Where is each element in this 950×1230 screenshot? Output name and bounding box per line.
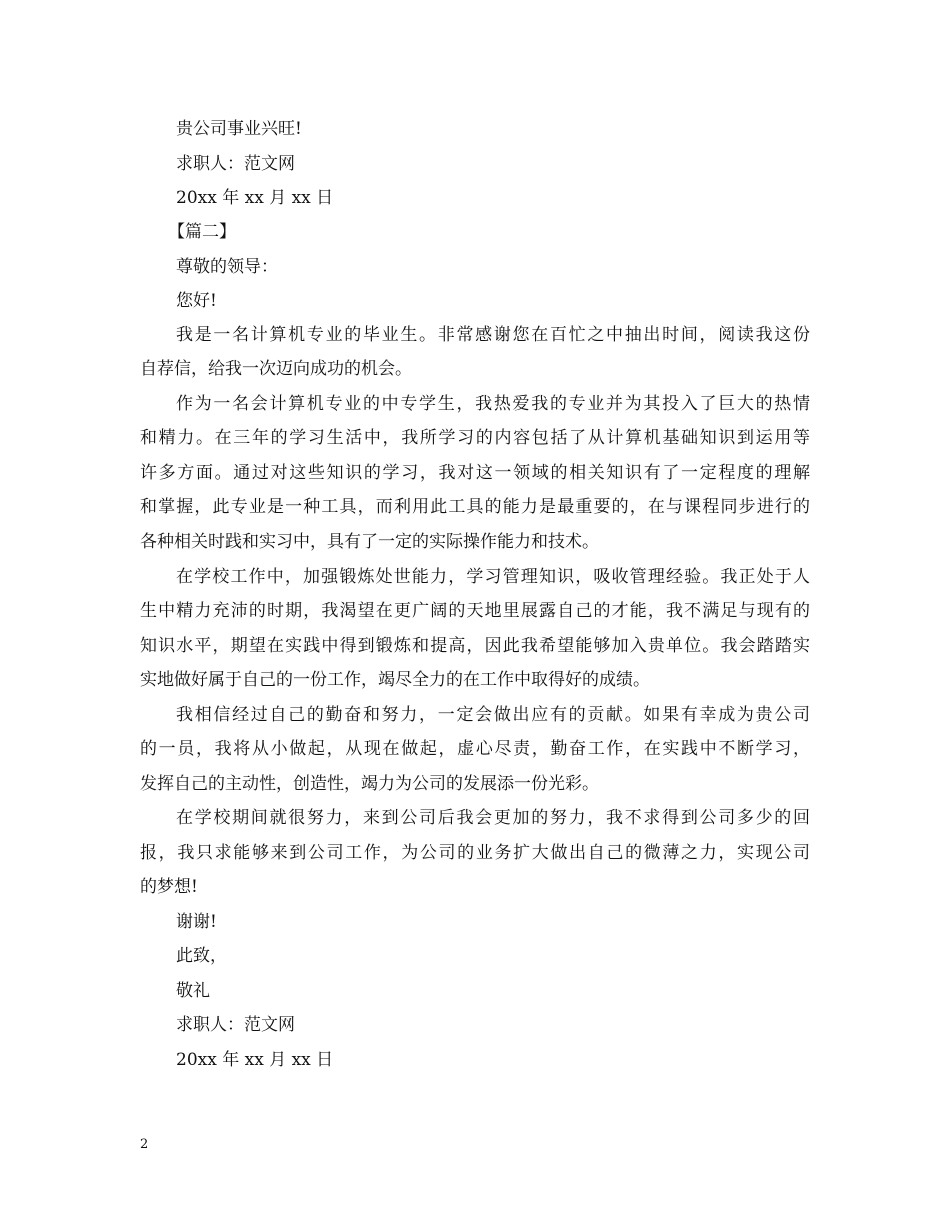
closing-line: 此致，	[176, 946, 227, 966]
text-line: 20xx 年 xx 月 xx 日	[176, 188, 334, 208]
paragraph-line: 自荐信，给我一次迈向成功的机会。	[140, 359, 412, 379]
greeting: 您好!	[176, 291, 217, 311]
section-heading: 【篇二】	[168, 222, 236, 242]
paragraph-line: 生中精力充沛的时期，我渴望在更广阔的天地里展露自己的才能，我不满足与现有的	[140, 601, 810, 621]
closing-line: 敬礼	[176, 981, 210, 1001]
salutation: 尊敬的领导：	[176, 257, 278, 277]
paragraph-line: 在学校期间就很努力，来到公司后我会更加的努力，我不求得到公司多少的回	[176, 808, 810, 828]
paragraph-line: 发挥自己的主动性，创造性，竭力为公司的发展添一份光彩。	[140, 774, 599, 794]
paragraph-line: 我相信经过自己的勤奋和努力，一定会做出应有的贡献。如果有幸成为贵公司	[176, 705, 810, 725]
paragraph-line: 各种相关时践和实习中，具有了一定的实际操作能力和技术。	[140, 532, 599, 552]
paragraph-line: 和精力。在三年的学习生活中，我所学习的内容包括了从计算机基础知识到运用等	[140, 428, 810, 448]
paragraph-line: 和掌握，此专业是一种工具，而利用此工具的能力是最重要的，在与课程同步进行的	[140, 497, 810, 517]
paragraph-line: 的一员，我将从小做起，从现在做起，虚心尽责，勤奋工作，在实践中不断学习，	[140, 739, 810, 759]
paragraph-line: 知识水平，期望在实践中得到锻炼和提高，因此我希望能够加入贵单位。我会踏踏实	[140, 636, 810, 656]
paragraph-line: 在学校工作中，加强锻炼处世能力，学习管理知识，吸收管理经验。我正处于人	[176, 567, 810, 587]
text-line: 贵公司事业兴旺!	[176, 119, 302, 139]
date-line: 20xx 年 xx 月 xx 日	[176, 1050, 334, 1070]
page-number: 2	[140, 1137, 149, 1152]
paragraph-line: 报，我只求能够来到公司工作，为公司的业务扩大做出自己的微薄之力，实现公司	[140, 843, 810, 863]
paragraph-line: 许多方面。通过对这些知识的学习，我对这一领域的相关知识有了一定程度的理解	[140, 463, 810, 483]
paragraph-line: 的梦想!	[140, 877, 198, 897]
text-line: 求职人：范文网	[176, 154, 295, 174]
signature-line: 求职人：范文网	[176, 1015, 295, 1035]
paragraph-line: 我是一名计算机专业的毕业生。非常感谢您在百忙之中抽出时间，阅读我这份	[176, 325, 810, 345]
closing-thanks: 谢谢!	[176, 912, 217, 932]
paragraph-line: 实地做好属于自己的一份工作，竭尽全力的在工作中取得好的成绩。	[140, 670, 650, 690]
paragraph-line: 作为一名会计算机专业的中专学生，我热爱我的专业并为其投入了巨大的热情	[176, 394, 810, 414]
